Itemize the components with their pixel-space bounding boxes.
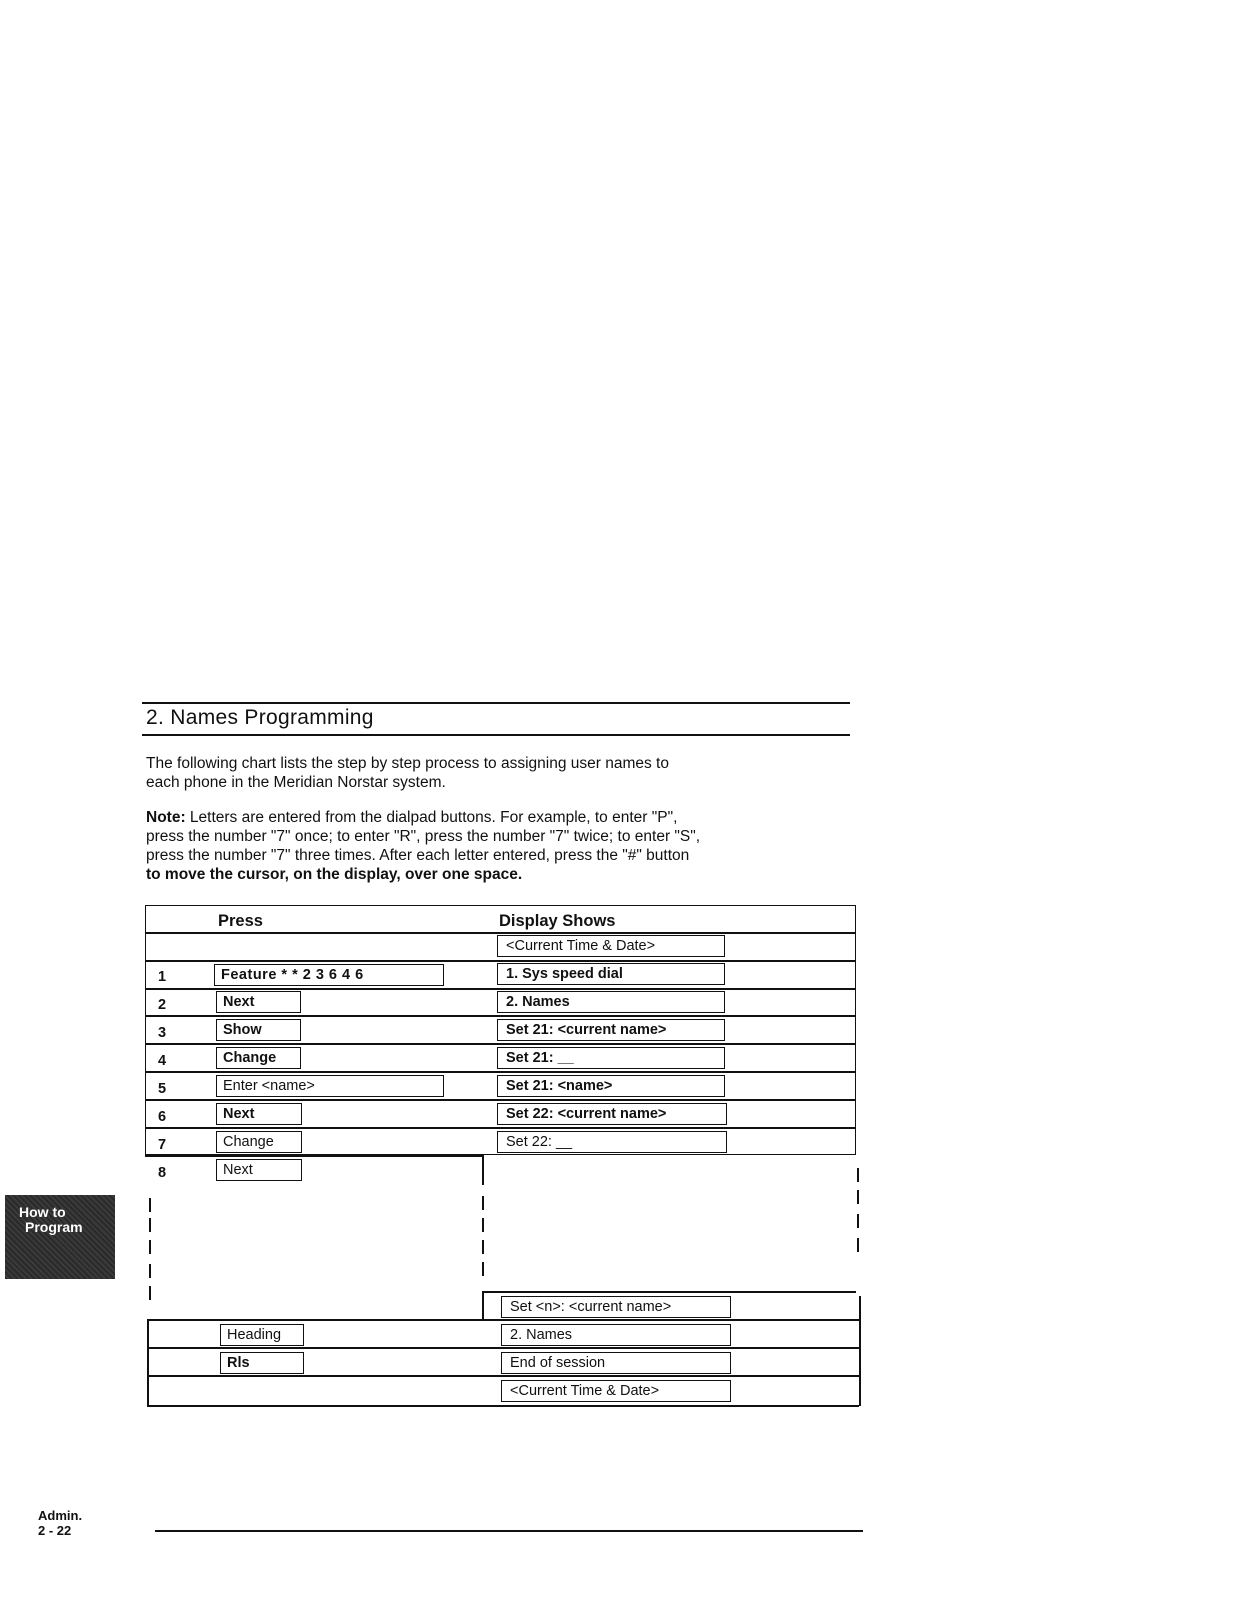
continuation-mark: [149, 1264, 151, 1278]
press-button-next[interactable]: Next: [216, 1159, 302, 1181]
row-divider: [147, 1347, 859, 1349]
display-readout: <Current Time & Date>: [501, 1380, 731, 1402]
continuation-mark: [482, 1262, 484, 1276]
press-button-feature[interactable]: Feature * * 2 3 6 4 6: [214, 964, 444, 986]
table-left-edge: [147, 1319, 149, 1407]
continuation-mark: [482, 1218, 484, 1232]
display-readout: Set 21: __: [497, 1047, 725, 1069]
press-column-header: Press: [218, 912, 263, 930]
continuation-mark: [149, 1198, 151, 1212]
continuation-mark: [857, 1168, 859, 1182]
press-button-next[interactable]: Next: [216, 1103, 302, 1125]
press-button-rls[interactable]: Rls: [220, 1352, 304, 1374]
step-number: 7: [158, 1137, 167, 1153]
display-readout: End of session: [501, 1352, 731, 1374]
intro-paragraph: [146, 754, 866, 792]
continuation-mark: [857, 1214, 859, 1228]
row-divider: [145, 988, 856, 990]
note-line: press the number "7" once; to enter "R", press the number "7" twice; to enter "S",: [146, 828, 701, 845]
display-readout: Set 22: <current name>: [497, 1103, 727, 1125]
footer-manual-label: Admin.: [38, 1508, 83, 1523]
step-number: 8: [158, 1165, 167, 1181]
row-divider: [147, 1375, 859, 1377]
continuation-mark: [149, 1218, 151, 1232]
display-readout: 2. Names: [497, 991, 725, 1013]
continuation-mark: [482, 1240, 484, 1254]
continuation-mark: [149, 1240, 151, 1254]
continuation-mark: [857, 1190, 859, 1204]
step-number: 4: [158, 1053, 167, 1069]
intro-line: each phone in the Meridian Norstar system.: [146, 774, 446, 791]
intro-line: The following chart lists the step by step process to assigning user names to: [146, 755, 669, 772]
display-readout: Set <n>: <current name>: [501, 1296, 731, 1318]
title-top-rule: [142, 702, 850, 704]
row-divider: [145, 932, 856, 934]
note-line: Letters are entered from the dialpad buttons. For example, to enter "P",: [189, 809, 678, 826]
row-divider: [145, 1127, 856, 1129]
table-right-edge: [859, 1296, 861, 1406]
title-bottom-rule: [142, 734, 850, 736]
row-divider: [483, 1291, 856, 1293]
step-number: 6: [158, 1109, 167, 1125]
continuation-mark: [482, 1196, 484, 1210]
page-title: 2. Names Programming: [146, 706, 374, 729]
step-number: 1: [158, 969, 167, 985]
display-readout: Set 22: __: [497, 1131, 727, 1153]
step-number: 5: [158, 1081, 167, 1097]
page-footer: [38, 1508, 82, 1538]
display-readout: 2. Names: [501, 1324, 731, 1346]
display-readout: Set 21: <current name>: [497, 1019, 725, 1041]
display-readout: <Current Time & Date>: [497, 935, 725, 957]
row-divider: [145, 1043, 856, 1045]
note-line: press the number "7" three times. After each letter entered, press the "#" button: [146, 847, 690, 864]
page-number: 2 - 22: [38, 1523, 72, 1538]
continuation-mark: [149, 1286, 151, 1300]
row-divider: [145, 960, 856, 962]
row-divider: [145, 1015, 856, 1017]
display-readout: 1. Sys speed dial: [497, 963, 725, 985]
press-button-heading[interactable]: Heading: [220, 1324, 304, 1346]
row-divider: [145, 1155, 483, 1157]
note-line: to move the cursor, on the display, over one space.: [146, 866, 523, 883]
continuation-mark: [857, 1238, 859, 1252]
row-divider: [145, 1071, 856, 1073]
section-tab-line: Program: [25, 1219, 83, 1235]
column-divider: [482, 1291, 484, 1319]
display-readout: Set 21: <name>: [497, 1075, 725, 1097]
press-button-enter-name[interactable]: Enter <name>: [216, 1075, 444, 1097]
footer-rule: [155, 1530, 863, 1532]
step-number: 2: [158, 997, 167, 1013]
press-button-change[interactable]: Change: [216, 1047, 301, 1069]
step-number: 3: [158, 1025, 167, 1041]
note-paragraph: [146, 808, 866, 884]
press-button-show[interactable]: Show: [216, 1019, 301, 1041]
row-divider: [145, 1099, 856, 1101]
display-column-header: Display Shows: [499, 912, 616, 930]
note-label: Note:: [146, 809, 186, 826]
row-divider: [147, 1405, 859, 1407]
section-tab-line: How to: [19, 1204, 66, 1220]
column-divider: [482, 1155, 484, 1185]
section-tab: [5, 1195, 115, 1279]
press-button-next[interactable]: Next: [216, 991, 301, 1013]
row-divider: [147, 1319, 859, 1321]
press-button-change[interactable]: Change: [216, 1131, 302, 1153]
